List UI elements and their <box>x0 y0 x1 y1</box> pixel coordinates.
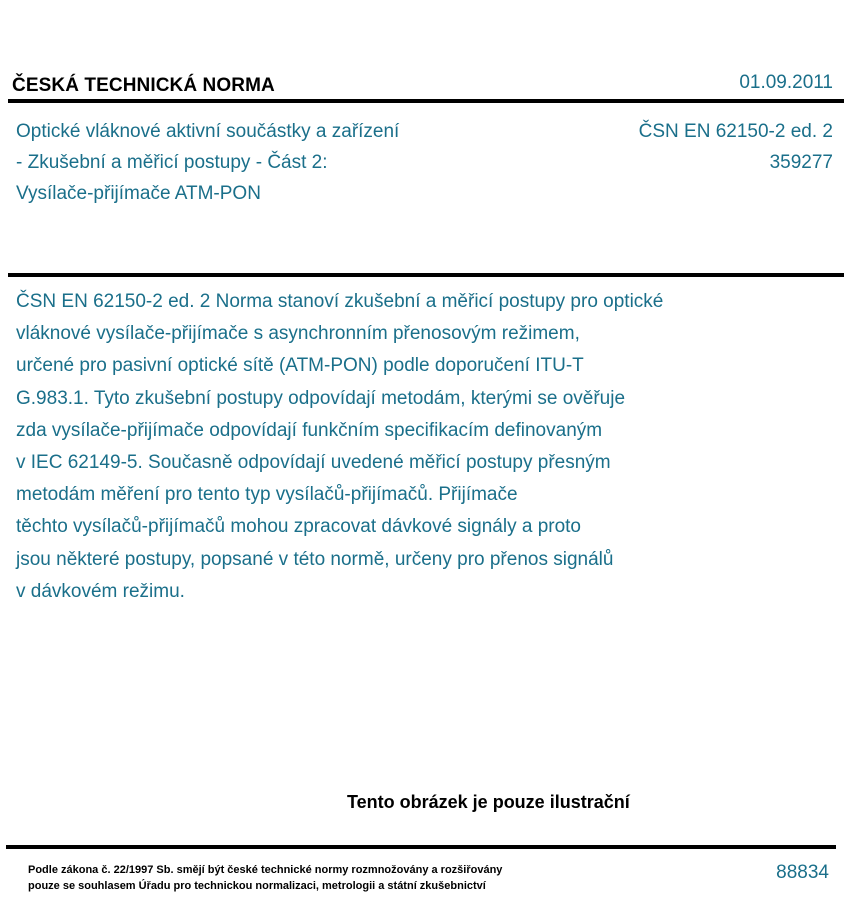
abstract-line: těchto vysílačů-přijímačů mohou zpracovat dávkové signály a proto <box>16 516 581 538</box>
abstract-line: v IEC 62149-5. Současně odpovídají uvedené měřicí postupy přesným <box>16 452 611 474</box>
document-title-line: Optické vláknové aktivní součástky a zařízení <box>16 121 400 142</box>
footer-divider <box>6 845 836 849</box>
class-number: 359277 <box>769 152 833 173</box>
abstract-line: ČSN EN 62150-2 ed. 2 Norma stanoví zkušební a měřicí postupy pro optické <box>16 291 664 312</box>
abstract-line: určené pro pasivní optické sítě (ATM-PON) podle doporučení ITU-T <box>16 355 584 377</box>
title-divider <box>8 273 844 277</box>
document-identifier <box>639 116 833 178</box>
header-title: ČESKÁ TECHNICKÁ NORMA <box>12 75 275 96</box>
abstract-line: G.983.1. Tyto zkušební postupy odpovídají metodám, kterými se ověřuje <box>16 387 626 409</box>
document-title-line: - Zkušební a měřicí postupy - Část 2: <box>16 152 328 173</box>
legal-notice <box>28 862 502 894</box>
illustration-note: Tento obrázek je pouze ilustrační <box>347 792 630 812</box>
document-title-line: Vysílače-přijímače ATM-PON <box>16 183 261 204</box>
publication-date: 01.09.2011 <box>739 72 833 93</box>
abstract-text <box>16 286 776 608</box>
abstract-line: vláknové vysílače-přijímače s asynchronním přenosovým režimem, <box>16 323 580 345</box>
catalog-number: 88834 <box>776 862 829 883</box>
standard-code: ČSN EN 62150-2 ed. 2 <box>638 121 833 142</box>
abstract-line: v dávkovém režimu. <box>16 580 185 602</box>
header-divider <box>8 99 844 103</box>
abstract-line: metodám měření pro tento typ vysílačů-přijímačů. Přijímače <box>16 484 518 506</box>
abstract-line: zda vysílače-přijímače odpovídají funkčním specifikacím definovaným <box>16 419 603 441</box>
legal-notice-line: pouze se souhlasem Úřadu pro technickou normalizaci, metrologii a státní zkušebnictví <box>28 880 486 892</box>
legal-notice-line: Podle zákona č. 22/1997 Sb. smějí být české technické normy rozmnožovány a rozšiřovány <box>28 864 503 876</box>
abstract-line: jsou některé postupy, popsané v této normě, určeny pro přenos signálů <box>16 548 614 570</box>
document-title <box>16 116 536 209</box>
